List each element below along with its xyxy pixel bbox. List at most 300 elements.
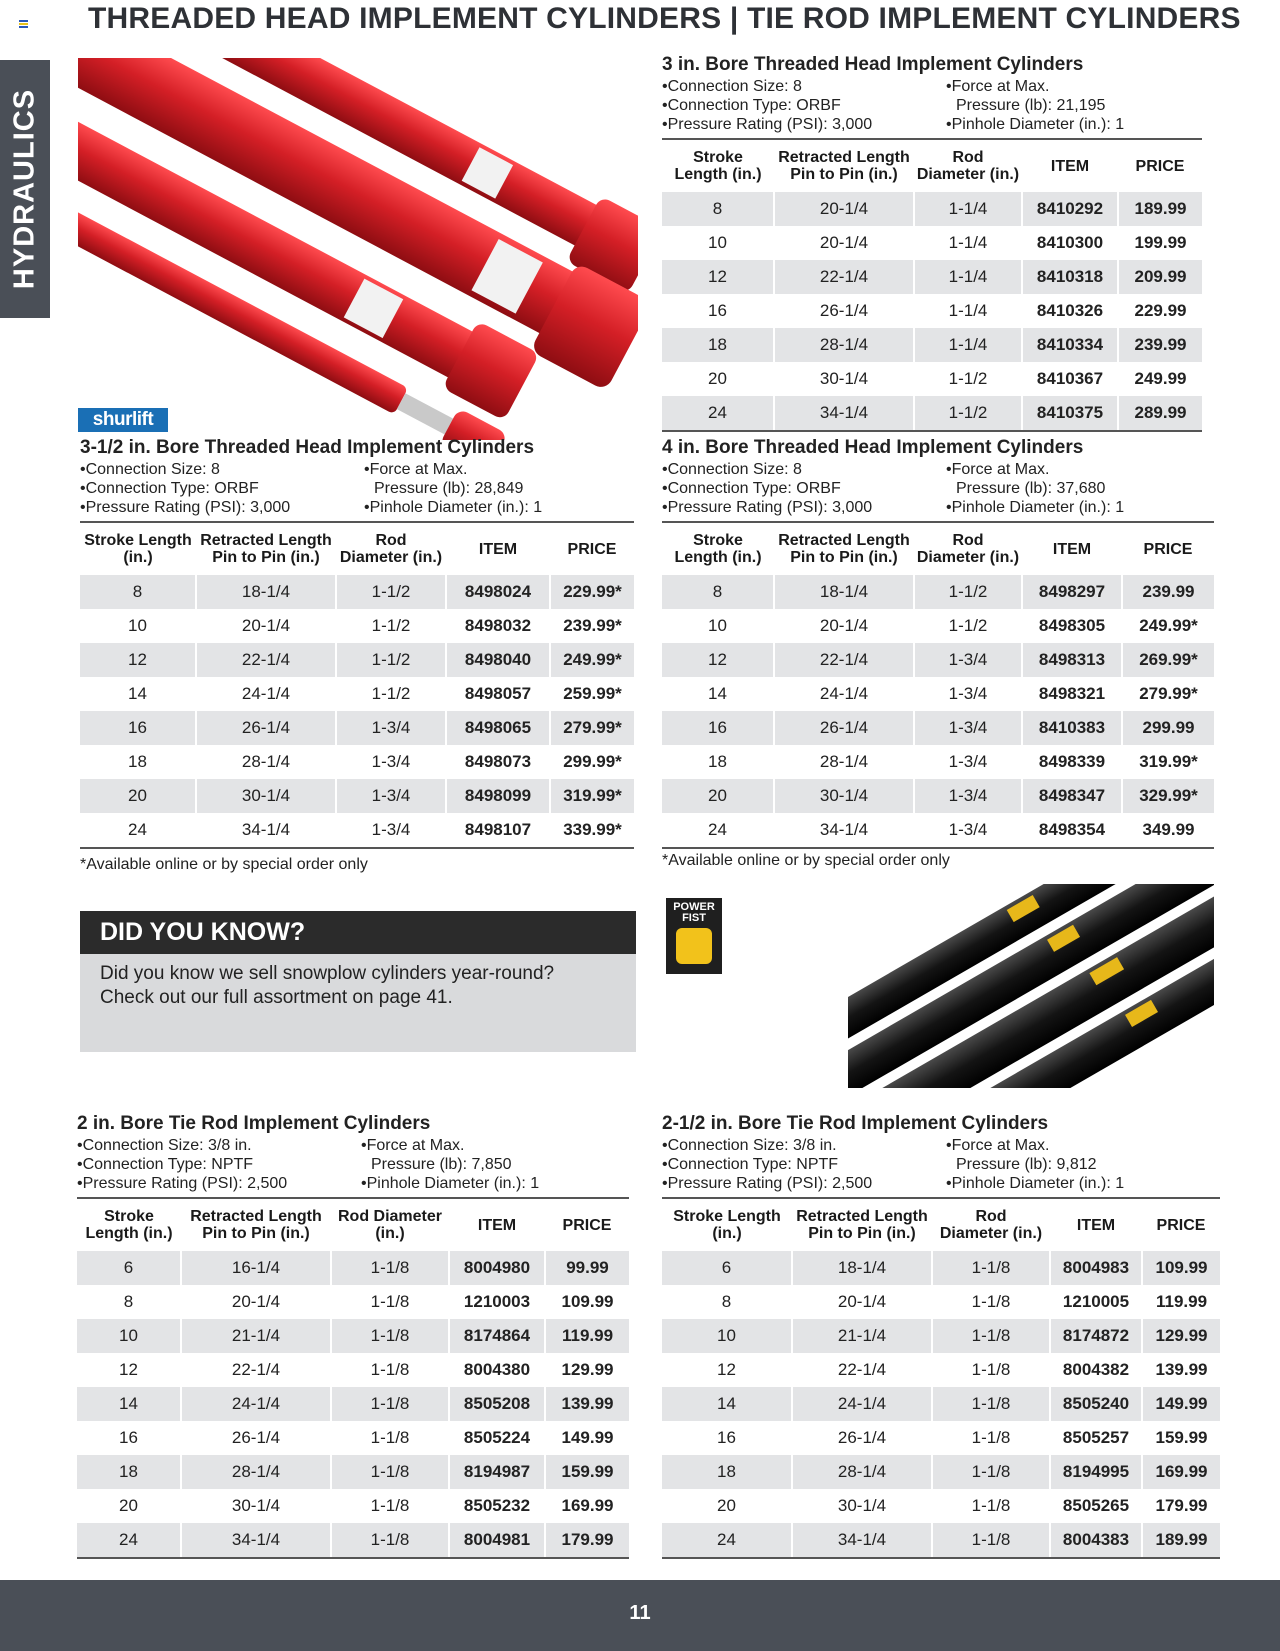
section-title: 2-1/2 in. Bore Tie Rod Implement Cylinders	[662, 1113, 1049, 1134]
cell-item: 8498099	[446, 779, 550, 813]
table-row	[77, 1319, 629, 1353]
cell-rod: 1-3/4	[336, 711, 446, 745]
cell-rod: 1-1/8	[331, 1251, 449, 1285]
spec-item: •Pinhole Diameter (in.): 1	[361, 1175, 540, 1192]
cell-rod: 1-3/4	[914, 711, 1022, 745]
cell-rod: 1-1/2	[914, 362, 1022, 396]
cell-rod: 1-1/8	[932, 1353, 1050, 1387]
cell-stroke: 18	[662, 745, 774, 779]
spec-item: •Connection Size: 8	[80, 461, 220, 478]
column-header-price	[1142, 1198, 1220, 1251]
cell-stroke: 16	[662, 711, 774, 745]
column-header-price	[1118, 139, 1202, 192]
cell-item: 8505240	[1050, 1387, 1142, 1421]
column-header-line: PRICE	[1143, 540, 1193, 558]
spec-item: •Pinhole Diameter (in.): 1	[364, 499, 543, 516]
cell-item: 8174864	[449, 1319, 545, 1353]
cell-stroke: 20	[80, 779, 196, 813]
cell-retracted: 34-1/4	[774, 813, 914, 848]
spec-list	[80, 460, 634, 517]
cell-rod: 1-1/8	[932, 1251, 1050, 1285]
cell-price: 279.99*	[1139, 684, 1198, 703]
column-header-line: Stroke	[104, 1208, 154, 1225]
cell-item: 8498339	[1022, 745, 1122, 779]
cell-rod: 1-1/8	[932, 1489, 1050, 1523]
cell-stroke: 10	[80, 609, 196, 643]
cell-stroke: 20	[662, 779, 774, 813]
side-tab-hydraulics	[0, 60, 50, 318]
spec-item: •Connection Size: 3/8 in.	[77, 1137, 252, 1154]
table-row	[80, 609, 634, 643]
column-header-stroke	[662, 522, 774, 575]
cell-item: 8498073	[446, 745, 550, 779]
cell-retracted: 34-1/4	[792, 1523, 932, 1558]
cell-retracted: 21-1/4	[792, 1319, 932, 1353]
did-you-know-body	[80, 954, 636, 1052]
cell-retracted: 26-1/4	[774, 294, 914, 328]
column-header-line: Stroke	[693, 149, 743, 166]
column-header-stroke	[77, 1198, 181, 1251]
cell-stroke: 8	[77, 1285, 181, 1319]
cell-item: 8004980	[449, 1251, 545, 1285]
cell-rod: 1-1/8	[331, 1319, 449, 1353]
cell-price: 169.99	[1142, 1455, 1220, 1489]
cell-retracted: 28-1/4	[774, 745, 914, 779]
cell-rod: 1-1/8	[331, 1489, 449, 1523]
cell-retracted: 22-1/4	[792, 1353, 932, 1387]
cell-price: 129.99	[1142, 1319, 1220, 1353]
column-header-retracted	[196, 522, 336, 575]
cell-item: 8505208	[449, 1387, 545, 1421]
cell-item: 8174872	[1050, 1319, 1142, 1353]
cell-price: 169.99	[561, 1496, 614, 1515]
cell-price: 199.99	[1134, 233, 1187, 252]
cell-rod: 1-1/8	[932, 1387, 1050, 1421]
cell-stroke: 20	[662, 1489, 792, 1523]
spec-item: •Connection Type: ORBF	[662, 480, 841, 497]
cell-stroke: 10	[662, 609, 774, 643]
cell-retracted: 30-1/4	[774, 362, 914, 396]
table-row	[662, 813, 1214, 848]
cell-item: 8505265	[1050, 1489, 1142, 1523]
cell-stroke: 8	[662, 575, 774, 609]
cell-price: 179.99	[1155, 1496, 1208, 1515]
cell-price: 109.99	[1142, 1251, 1220, 1285]
cell-item: 8410326	[1022, 294, 1118, 328]
column-header-stroke	[80, 522, 196, 575]
cell-stroke: 8	[662, 1285, 792, 1319]
cell-price: 149.99	[1142, 1387, 1220, 1421]
cell-rod: 1-1/8	[331, 1285, 449, 1319]
table-row	[662, 192, 1202, 226]
cell-item: 8498107	[446, 813, 550, 848]
cell-retracted: 26-1/4	[792, 1421, 932, 1455]
table-row	[662, 226, 1202, 260]
cell-retracted: 20-1/4	[181, 1285, 331, 1319]
cell-item: 8505257	[1050, 1421, 1142, 1455]
table-row	[77, 1455, 629, 1489]
column-header-stroke	[662, 139, 774, 192]
table-row	[662, 1523, 1220, 1558]
cell-price: 139.99	[545, 1387, 629, 1421]
cell-price: 239.99	[1122, 575, 1214, 609]
section-2-5in-bore	[662, 1113, 1220, 1559]
cell-stroke: 6	[77, 1251, 181, 1285]
table-row	[77, 1421, 629, 1455]
cell-rod: 1-3/4	[336, 779, 446, 813]
cell-retracted: 24-1/4	[792, 1387, 932, 1421]
table-row	[662, 711, 1214, 745]
table-row	[662, 260, 1202, 294]
section-3-5in-bore	[80, 437, 634, 849]
price-table	[77, 1197, 629, 1559]
cell-retracted: 21-1/4	[181, 1319, 331, 1353]
cell-item: 8498065	[446, 711, 550, 745]
column-header-item	[446, 522, 550, 575]
cell-stroke: 18	[77, 1455, 181, 1489]
table-row	[662, 1455, 1220, 1489]
cell-retracted: 34-1/4	[181, 1523, 331, 1558]
column-header-line: (in.)	[712, 1225, 742, 1242]
cell-price: 349.99	[1122, 813, 1214, 848]
column-header-retracted	[774, 139, 914, 192]
cell-item: 8410300	[1022, 226, 1118, 260]
table-row	[77, 1285, 629, 1319]
cell-price: 289.99	[1118, 396, 1202, 431]
cell-price: 329.99*	[1122, 779, 1214, 813]
spec-item: Pressure (lb): 21,195	[956, 97, 1106, 114]
cell-stroke: 24	[662, 813, 774, 848]
column-header-line: Pin to Pin (in.)	[808, 1225, 916, 1242]
spec-item: •Connection Type: ORBF	[80, 480, 259, 497]
footer-bar	[0, 1580, 1280, 1651]
cell-rod: 1-3/4	[914, 813, 1022, 848]
table-row	[662, 779, 1214, 813]
column-header-line: PRICE	[1135, 157, 1185, 175]
table-row	[662, 1285, 1220, 1319]
column-header-line: Stroke Length	[84, 532, 192, 549]
cell-price: 239.99	[1118, 328, 1202, 362]
price-table	[662, 521, 1214, 849]
column-header-rod	[331, 1198, 449, 1251]
cell-stroke: 8	[80, 575, 196, 609]
cell-item: 8498347	[1022, 779, 1122, 813]
column-header-line: Retracted Length	[200, 532, 332, 549]
cell-retracted: 16-1/4	[181, 1251, 331, 1285]
cell-price: 119.99	[545, 1319, 629, 1353]
cell-item: 8498321	[1022, 677, 1122, 711]
table-row	[80, 745, 634, 779]
price-table	[662, 138, 1202, 432]
cell-stroke: 18	[80, 745, 196, 779]
cell-price: 109.99	[561, 1292, 614, 1311]
cell-rod: 1-1/8	[932, 1285, 1050, 1319]
cell-stroke: 12	[662, 1353, 792, 1387]
column-header-line: PRICE	[562, 1216, 612, 1234]
cell-retracted: 20-1/4	[774, 609, 914, 643]
cell-rod: 1-1/8	[932, 1455, 1050, 1489]
cell-price: 159.99	[1155, 1428, 1208, 1447]
cell-retracted: 30-1/4	[792, 1489, 932, 1523]
spec-item: •Connection Size: 8	[662, 461, 802, 478]
cell-retracted: 28-1/4	[774, 328, 914, 362]
cell-price: 279.99*	[550, 711, 634, 745]
cell-price: 249.99*	[550, 643, 634, 677]
powerfist-logo-text: POWER FIST	[673, 901, 715, 924]
spec-item: •Pressure Rating (PSI): 3,000	[662, 499, 873, 516]
cell-rod: 1-3/4	[336, 813, 446, 848]
column-header-item	[1022, 522, 1122, 575]
cell-retracted: 20-1/4	[774, 226, 914, 260]
column-header-rod	[914, 139, 1022, 192]
column-header-line: Retracted Length	[778, 532, 910, 549]
cell-item: 8410318	[1022, 260, 1118, 294]
cell-rod: 1-1/8	[932, 1319, 1050, 1353]
column-header-line: Pin to Pin (in.)	[202, 1225, 310, 1242]
cell-price: 179.99	[545, 1523, 629, 1558]
table-row	[662, 294, 1202, 328]
cell-stroke: 14	[662, 1387, 792, 1421]
cell-stroke: 20	[77, 1489, 181, 1523]
cell-rod: 1-3/4	[914, 643, 1022, 677]
red-cylinders-photo	[78, 58, 638, 440]
cell-rod: 1-1/4	[914, 226, 1022, 260]
cell-item: 8004380	[449, 1353, 545, 1387]
cell-price: 139.99	[1155, 1360, 1208, 1379]
column-header-line: Pin to Pin (in.)	[790, 549, 898, 566]
cell-price: 239.99*	[563, 616, 622, 635]
column-header-line: ITEM	[478, 540, 518, 558]
spec-item: •Pinhole Diameter (in.): 1	[946, 116, 1125, 133]
column-header-rod	[932, 1198, 1050, 1251]
cell-rod: 1-3/4	[914, 779, 1022, 813]
page-title: THREADED HEAD IMPLEMENT CYLINDERS | TIE ROD IMPLEMENT CYLINDERS	[88, 2, 1241, 35]
spec-item: •Force at Max.	[364, 461, 468, 478]
table-row	[80, 677, 634, 711]
cell-stroke: 24	[662, 1523, 792, 1558]
section-title: 3-1/2 in. Bore Threaded Head Implement Cylinders	[80, 437, 535, 458]
cell-retracted: 20-1/4	[196, 609, 336, 643]
cell-retracted: 34-1/4	[774, 396, 914, 431]
cell-stroke: 24	[77, 1523, 181, 1558]
cell-price: 339.99*	[550, 813, 634, 848]
table-row	[662, 396, 1202, 431]
section-title: 4 in. Bore Threaded Head Implement Cylinders	[662, 437, 1084, 458]
table-row	[77, 1353, 629, 1387]
spec-list	[77, 1136, 629, 1193]
shurlift-logo: shurlift	[78, 408, 168, 432]
column-header-line: Length (in.)	[674, 166, 762, 183]
cell-item: 8498313	[1022, 643, 1122, 677]
table-row	[77, 1387, 629, 1421]
cell-price: 129.99	[561, 1360, 614, 1379]
spec-item: Pressure (lb): 28,849	[374, 480, 524, 497]
cell-item: 8498305	[1022, 609, 1122, 643]
table-row	[662, 575, 1214, 609]
cell-price: 319.99*	[1139, 752, 1198, 771]
spec-item: •Pinhole Diameter (in.): 1	[946, 1175, 1125, 1192]
cell-item: 8410383	[1022, 711, 1122, 745]
fist-icon	[676, 928, 712, 964]
column-header-line: Diameter (in.)	[339, 549, 443, 566]
price-table	[80, 521, 634, 849]
cell-retracted: 26-1/4	[774, 711, 914, 745]
column-header-rod	[914, 522, 1022, 575]
cell-price: 119.99	[1155, 1292, 1208, 1311]
table-row	[662, 362, 1202, 396]
spec-item: •Pressure Rating (PSI): 3,000	[80, 499, 291, 516]
column-header-line: ITEM	[1052, 540, 1092, 558]
cell-rod: 1-1/4	[914, 328, 1022, 362]
cell-retracted: 30-1/4	[196, 779, 336, 813]
black-cylinders-photo	[848, 884, 1214, 1088]
spec-item: •Force at Max.	[946, 78, 1050, 95]
cell-rod: 1-3/4	[336, 745, 446, 779]
price-table	[662, 1197, 1220, 1559]
table-row	[662, 643, 1214, 677]
cell-retracted: 34-1/4	[196, 813, 336, 848]
cell-stroke: 12	[80, 643, 196, 677]
cell-rod: 1-1/4	[914, 260, 1022, 294]
cell-rod: 1-1/2	[336, 677, 446, 711]
column-header-line: Retracted Length	[796, 1208, 928, 1225]
column-header-line: Diameter (in.)	[939, 1225, 1043, 1242]
cell-item: 1210003	[449, 1285, 545, 1319]
table-row	[80, 813, 634, 848]
column-header-line: ITEM	[1076, 1216, 1116, 1234]
cell-stroke: 24	[80, 813, 196, 848]
special-order-note: *Available online or by special order only	[662, 852, 950, 869]
cell-retracted: 28-1/4	[196, 745, 336, 779]
spec-item: Pressure (lb): 37,680	[956, 480, 1106, 497]
table-row	[662, 1387, 1220, 1421]
column-header-line: Rod	[375, 532, 407, 549]
column-header-price	[545, 1198, 629, 1251]
spec-item: •Connection Type: NPTF	[662, 1156, 839, 1173]
cell-item: 1210005	[1050, 1285, 1142, 1319]
cell-rod: 1-1/2	[336, 643, 446, 677]
spec-list	[662, 1136, 1220, 1193]
cell-rod: 1-1/8	[331, 1455, 449, 1489]
cell-item: 8505224	[449, 1421, 545, 1455]
cell-stroke: 16	[80, 711, 196, 745]
cell-rod: 1-1/8	[331, 1353, 449, 1387]
column-header-item	[1022, 139, 1118, 192]
cell-retracted: 30-1/4	[774, 779, 914, 813]
cell-item: 8498032	[446, 609, 550, 643]
cell-price: 269.99*	[1122, 643, 1214, 677]
powerfist-logo	[666, 898, 722, 974]
cell-retracted: 18-1/4	[196, 575, 336, 609]
cell-item: 8004983	[1050, 1251, 1142, 1285]
cell-rod: 1-3/4	[914, 677, 1022, 711]
cell-retracted: 22-1/4	[196, 643, 336, 677]
cell-price: 189.99	[1118, 192, 1202, 226]
cell-stroke: 8	[662, 192, 774, 226]
cell-stroke: 14	[662, 677, 774, 711]
cell-stroke: 20	[662, 362, 774, 396]
cell-item: 8498057	[446, 677, 550, 711]
cell-item: 8410292	[1022, 192, 1118, 226]
cell-retracted: 18-1/4	[792, 1251, 932, 1285]
cell-price: 149.99	[561, 1428, 614, 1447]
cell-stroke: 16	[662, 294, 774, 328]
cell-price: 159.99	[545, 1455, 629, 1489]
cell-item: 8004382	[1050, 1353, 1142, 1387]
cell-retracted: 22-1/4	[181, 1353, 331, 1387]
column-header-line: Diameter (in.)	[916, 166, 1020, 183]
column-header-line: Rod	[952, 149, 984, 166]
cell-rod: 1-1/8	[331, 1387, 449, 1421]
cell-rod: 1-1/8	[331, 1421, 449, 1455]
cell-retracted: 28-1/4	[792, 1455, 932, 1489]
table-row	[80, 643, 634, 677]
cell-price: 189.99	[1142, 1523, 1220, 1558]
cell-item: 8410375	[1022, 396, 1118, 431]
column-header-retracted	[181, 1198, 331, 1251]
table-row	[662, 1319, 1220, 1353]
column-header-retracted	[792, 1198, 932, 1251]
spec-item: •Connection Size: 8	[662, 78, 802, 95]
cell-item: 8498297	[1022, 575, 1122, 609]
cell-rod: 1-1/4	[914, 294, 1022, 328]
cell-retracted: 20-1/4	[792, 1285, 932, 1319]
cell-price: 319.99*	[550, 779, 634, 813]
flag-icon	[19, 20, 28, 27]
column-header-item	[1050, 1198, 1142, 1251]
table-row	[80, 575, 634, 609]
did-you-know-line: Check out our full assortment on page 41.	[100, 987, 453, 1008]
table-row	[80, 779, 634, 813]
section-4in-bore	[662, 437, 1214, 849]
section-3in-bore	[662, 54, 1202, 432]
cell-retracted: 22-1/4	[774, 643, 914, 677]
cell-item: 8498024	[446, 575, 550, 609]
spec-item: •Force at Max.	[946, 1137, 1050, 1154]
table-row	[662, 1489, 1220, 1523]
cell-rod: 1-1/2	[914, 609, 1022, 643]
cell-stroke: 10	[77, 1319, 181, 1353]
table-row	[662, 609, 1214, 643]
cell-item: 8194995	[1050, 1455, 1142, 1489]
cell-item: 8498354	[1022, 813, 1122, 848]
column-header-line: Length (in.)	[85, 1225, 173, 1242]
spec-item: •Pinhole Diameter (in.): 1	[946, 499, 1125, 516]
cell-stroke: 16	[662, 1421, 792, 1455]
column-header-item	[449, 1198, 545, 1251]
spec-item: •Connection Size: 3/8 in.	[662, 1137, 837, 1154]
spec-item: •Pressure Rating (PSI): 3,000	[662, 116, 873, 133]
cell-stroke: 6	[662, 1251, 792, 1285]
spec-item: Pressure (lb): 9,812	[956, 1156, 1097, 1173]
cell-price: 229.99	[1134, 301, 1187, 320]
column-header-line: Length (in.)	[674, 549, 762, 566]
column-header-line: (in.)	[123, 549, 153, 566]
cell-retracted: 26-1/4	[181, 1421, 331, 1455]
cell-item: 8004981	[449, 1523, 545, 1558]
cell-retracted: 26-1/4	[196, 711, 336, 745]
spec-item: •Connection Type: ORBF	[662, 97, 841, 114]
table-row	[662, 1251, 1220, 1285]
column-header-price	[1122, 522, 1214, 575]
cell-stroke: 14	[77, 1387, 181, 1421]
cell-item: 8004383	[1050, 1523, 1142, 1558]
column-header-line: Rod Diameter	[337, 1208, 443, 1225]
cell-stroke: 10	[662, 1319, 792, 1353]
column-header-line: ITEM	[1050, 157, 1090, 175]
column-header-line: Pin to Pin (in.)	[790, 166, 898, 183]
side-tab-label: HYDRAULICS	[8, 88, 41, 290]
